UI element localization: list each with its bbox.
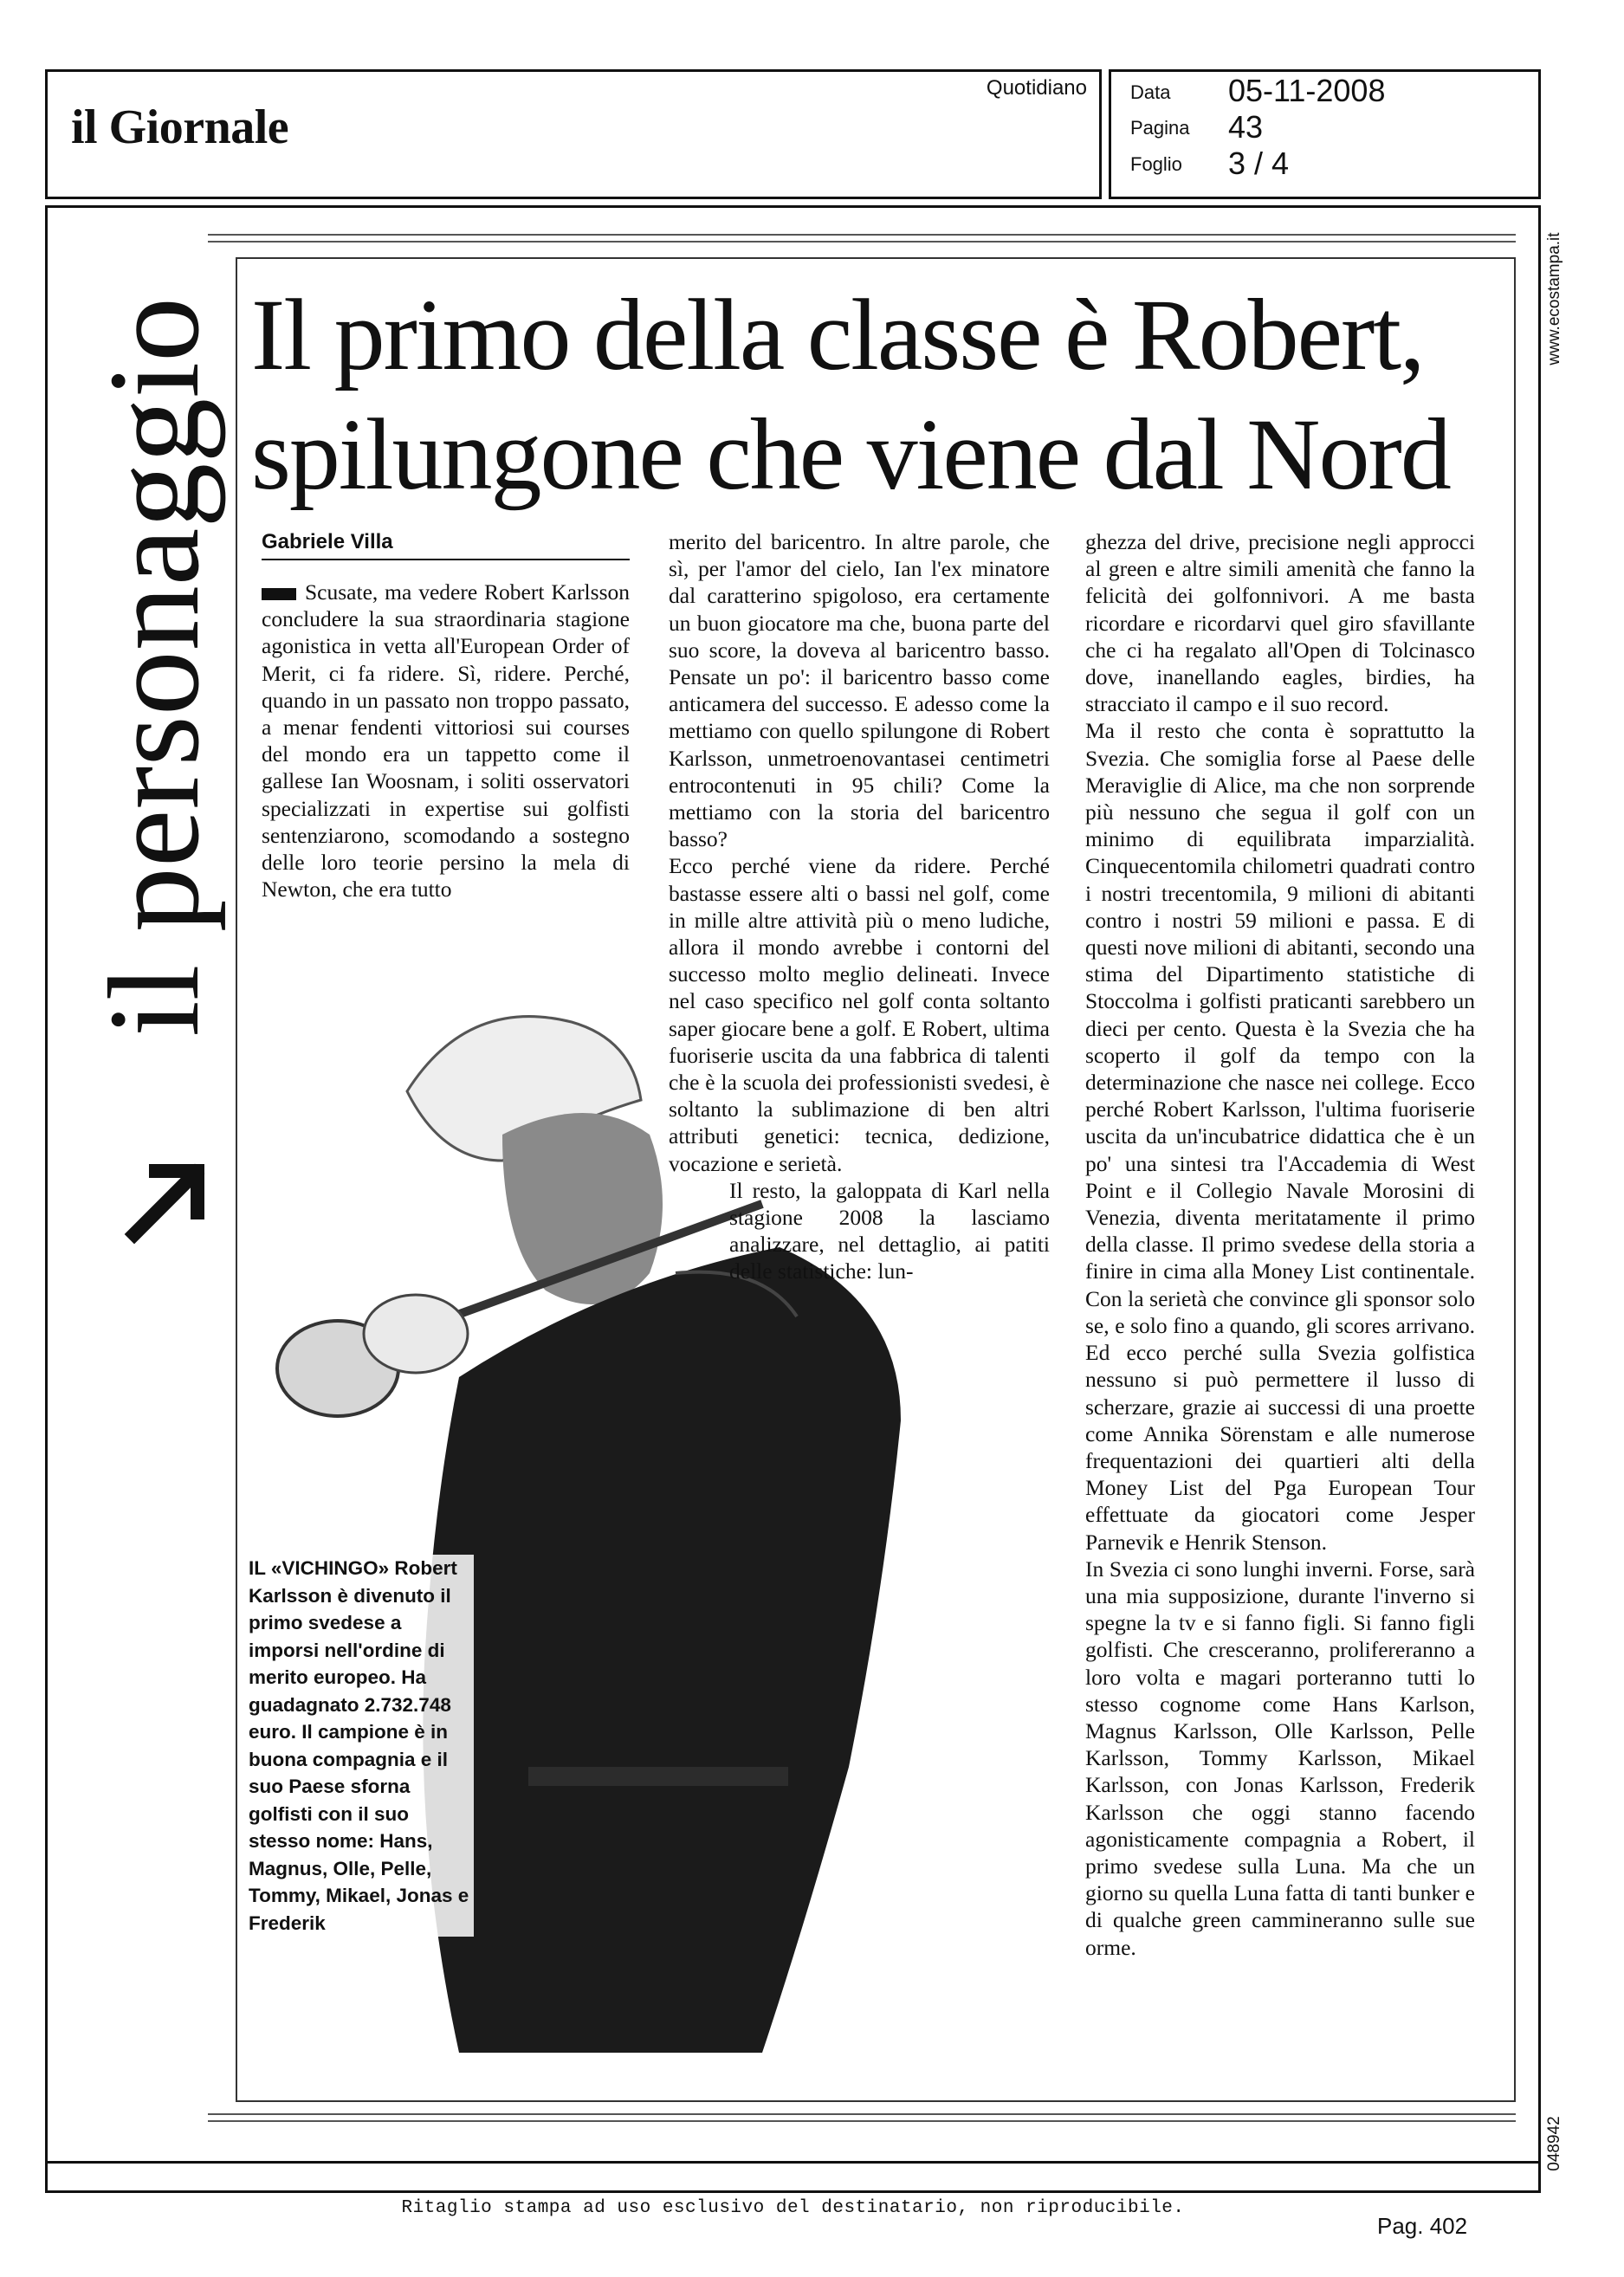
meta-value-date: 05-11-2008 [1228,73,1386,108]
section-label: il personaggio [82,296,226,1038]
column-2-paragraph-1: merito del baricentro. In altre parole, che sì, per l'amor del cielo, Ian l'ex minatore dal caratterino spigoloso, era certamente un buon giocatore ma che, buona parte del suo score, la doveva al baricentro basso. Pensate un po': il baricentro basso come anticamera del successo. E adesso come la mettiamo con quello spilungone di Robert Karlsson, unmetroenovantasei centimetri entrocontenuti in 95 chili? Come la mettiamo con la storia del baricentro basso? [669,529,1050,852]
photo-caption: IL «VICHINGO» Robert Karlsson è divenuto il primo svedese a imporsi nell'ordine di merito europeo. Ha guadagnato 2.732.748 euro. Il campione è in buona compagnia e il suo Paese sforna golfisti con il suo stesso nome: Hans, Magnus, Olle, Pelle, Tommy, Mikael, Jonas e Frederik [249,1555,474,1937]
meta-label-data: Data [1130,81,1171,103]
article-column-1 [262,579,630,902]
meta-value-page: 43 [1228,109,1264,145]
headline [251,275,1481,514]
masthead: il Giornale [71,100,289,154]
column-3-paragraph-1: ghezza del drive, precisione negli approcci al green e altre simili amenità che fanno la felicità dei golfonnivori. A me basta ricordare e ricordarvi quel giro sfavillante che ci ha regalato all'Open di Tolcinasco dove, inanellando eagles, birdies, ha stracciato il campo e il suo record. [1085,529,1475,717]
website-label: www.ecostampa.it [1545,232,1563,365]
bottom-rule [208,2113,1516,2115]
meta-label-pagina: Pagina [1130,117,1190,139]
column-1-text: Scusate, ma vedere Robert Karlsson concludere la sua straordinaria stagione agonistica in vetta all'European Order of Merit, ci fa ridere. Sì, ridere. Perché, quando in un passato non troppo passato, a menar fendenti vittoriosi sui courses del mondo era un tappetto come il gallese Ian Woosnam, i soliti osservatori specializzati in expertise sui golfisti sentenziarono, scomodando a sostegno delle loro teorie persino la mela di Newton, che era tutto [262,579,630,902]
article-column-2 [669,528,1050,1285]
headline-line-2: spilungone che viene dal Nord [251,398,1450,511]
article-column-3 [1085,528,1475,1961]
footer-rule [45,2161,1541,2164]
column-3-paragraph-3: In Svezia ci sono lunghi inverni. Forse, sarà una mia supposizione, durante l'inverno si spegne la tv e si fanno figli. Si fanno figli golfisti. Che cresceranno, prolifereranno a loro volta e magari porteranno tutti lo stesso cognome come Hans Karlson, Magnus Karlsson, Olle Karlsson, Pelle Karlsson, Tommy Karlsson, Mikael Karlsson, con Jonas Karlsson, Frederik Karlsson che oggi stanno facendo agonisticamente compagnia a Robert, il primo svedese sulla Luna. Ma che un giorno su quella Luna fatta di tanti bunker e di qualche green cammineranno sulle sue orme. [1085,1556,1475,1960]
edition-type: Quotidiano [986,76,1087,100]
top-rule [208,234,1516,236]
page-number: Pag. 402 [1377,2213,1468,2239]
meta-value-sheet: 3 / 4 [1228,146,1290,181]
byline-rule [262,559,630,560]
arrow-icon [121,1152,217,1247]
column-3-paragraph-2: Ma il resto che conta è soprattutto la Svezia. Che somiglia forse al Paese delle Meraviglie di Alice, ma che non sorprende più nessuno che segua il golf con un minimo di equilibrata imparzialità. Cinquecentomila chilometri quadrati contro i nostri trecentomila, 9 milioni di abitanti contro i nostri 59 milioni e passa. E di questi nove milioni di abitanti, secondo una stima del Dipartimento statistiche di Stoccolma i golfisti praticanti sarebbero un dieci per cento. Questa è la Svezia che ha scoperto il golf da tempo con la determinazione che nasce nei college. Ecco perché Robert Karlsson, l'ultima fuoriserie uscita da un'incubatrice didattica che è un po' una sintesi tra l'Accademia di West Point e il Collegio Navale Morosini di Venezia, diventa meritatamente il primo della classe. Il primo svedese della storia a finire in cima alla Money List continentale. Con la serietà che convince gli sponsor solo se, e solo fino a quando, gli scores arrivano. Ed ecco perché sulla Svezia golfistica nessuno si può permettere il lusso di scherzare, grazie ai successi di una proette come Annika Sörenstam e alle numerose frequentazioni dei quartieri alti della Money List del Pga European Tour effettuate da giocatori come Jesper Parnevik e Henrik Stenson. [1085,718,1475,1555]
headline-line-1: Il primo della classe è Robert, [251,278,1424,391]
bottom-rule-2 [208,2120,1516,2122]
top-rule-2 [208,241,1516,243]
column-2-paragraph-3: Il resto, la galoppata di Karl nella stagione 2008 la lasciamo analizzare, nel dettaglio, ai patiti delle statistiche: lun- [729,1177,1050,1284]
clip-code: 048942 [1545,2116,1563,2171]
byline: Gabriele Villa [262,530,393,553]
footer-note: Ritaglio stampa ad uso esclusivo del destinatario, non riproducibile. [401,2198,1185,2218]
column-2-paragraph-2: Ecco perché viene da ridere. Perché bastasse essere alti o bassi nel golf, come in mille altre attività più o meno ludiche, allora il mondo avrebbe i contorni del successo molto meglio delineati. Invece nel caso specifico nel golf conta soltanto saper giocare bene a golf. E Robert, ultima fuoriserie uscita da una fabbrica di talenti che è la scuola dei professionisti svedesi, è soltanto la sublimazione di ben altri attributi genetici: tecnica, dedizione, vocazione e serietà. [669,853,1050,1176]
paragraph-marker-icon [262,588,296,600]
meta-label-foglio: Foglio [1130,153,1182,175]
